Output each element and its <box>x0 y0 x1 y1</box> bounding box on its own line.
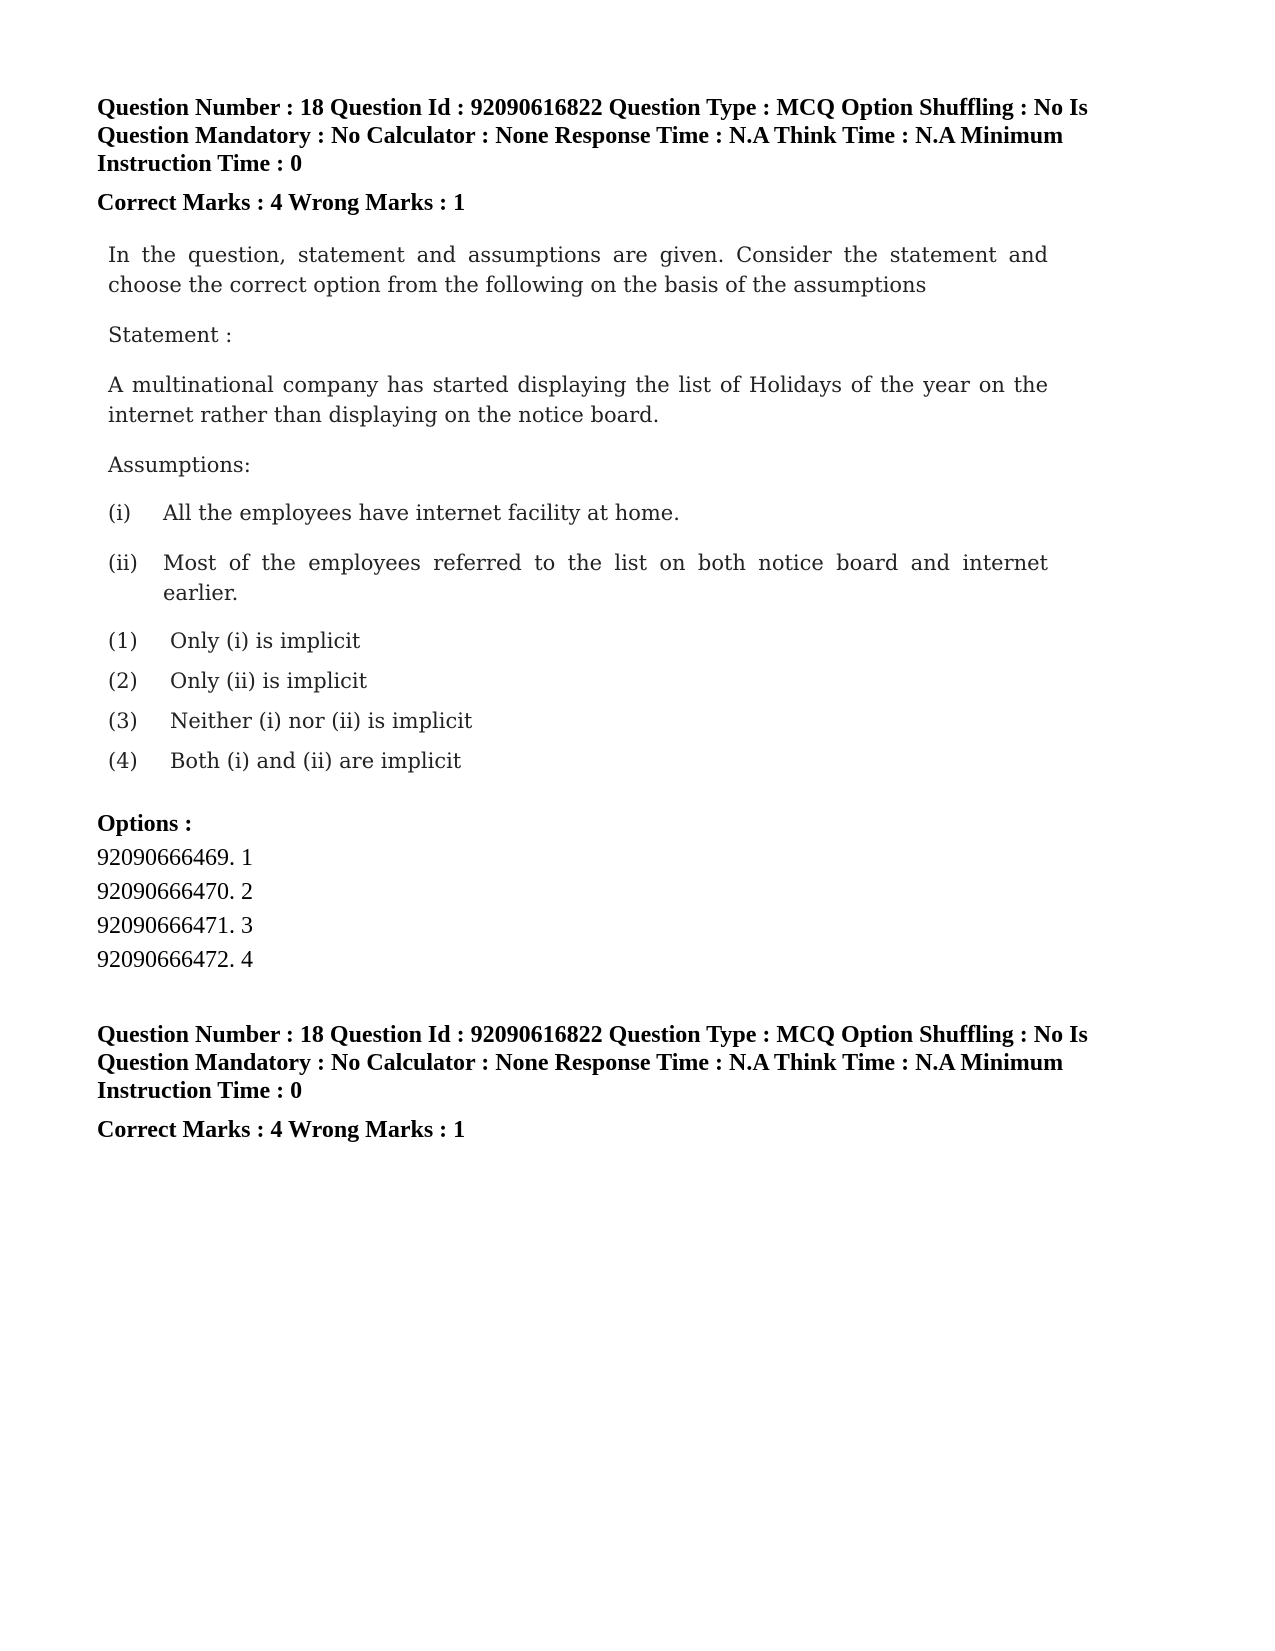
statement-line: A multinational company has started displaying the list of Holidays of the year on the <box>108 373 1048 397</box>
meta-line: Instruction Time : 0 <box>97 1078 303 1104</box>
question-body <box>108 240 1058 800</box>
choice-number: (3) <box>108 709 138 733</box>
marks-line: Correct Marks : 4 Wrong Marks : 1 <box>97 1117 466 1143</box>
option-item: 92090666469. 1 <box>97 845 253 871</box>
assumption-number: (ii) <box>108 551 138 575</box>
choice-text: Neither (i) nor (ii) is implicit <box>170 709 473 733</box>
choice-number: (1) <box>108 629 138 653</box>
meta-line: Instruction Time : 0 <box>97 151 303 177</box>
meta-line: Question Mandatory : No Calculator : None Response Time : N.A Think Time : N.A Minimum <box>97 1050 1064 1076</box>
intro-line: In the question, statement and assumptions are given. Consider the statement and <box>108 243 1048 267</box>
choice-text: Only (i) is implicit <box>170 629 361 653</box>
assumption-number: (i) <box>108 501 132 525</box>
meta-line: Question Number : 18 Question Id : 92090616822 Question Type : MCQ Option Shuffling : No Is <box>97 95 1088 121</box>
options-title: Options : <box>97 811 193 837</box>
meta-line: Question Number : 18 Question Id : 92090616822 Question Type : MCQ Option Shuffling : No Is <box>97 1022 1088 1048</box>
marks-line: Correct Marks : 4 Wrong Marks : 1 <box>97 190 466 216</box>
statement-label: Statement : <box>108 323 233 347</box>
intro-line: choose the correct option from the following on the basis of the assumptions <box>108 273 927 297</box>
option-item: 92090666470. 2 <box>97 879 253 905</box>
question-meta-header <box>97 1021 1187 1105</box>
assumption-text: All the employees have internet facility at home. <box>163 501 680 525</box>
choice-number: (4) <box>108 749 138 773</box>
option-item: 92090666472. 4 <box>97 947 253 973</box>
choice-text: Both (i) and (ii) are implicit <box>170 749 462 773</box>
assumptions-label: Assumptions: <box>108 453 251 477</box>
assumption-text: earlier. <box>163 581 239 605</box>
meta-line: Question Mandatory : No Calculator : None Response Time : N.A Think Time : N.A Minimum <box>97 123 1064 149</box>
statement-line: internet rather than displaying on the notice board. <box>108 403 660 427</box>
choice-text: Only (ii) is implicit <box>170 669 368 693</box>
option-item: 92090666471. 3 <box>97 913 253 939</box>
question-meta-header <box>97 94 1187 178</box>
choice-number: (2) <box>108 669 138 693</box>
assumption-text: Most of the employees referred to the list on both notice board and internet <box>163 551 1048 575</box>
